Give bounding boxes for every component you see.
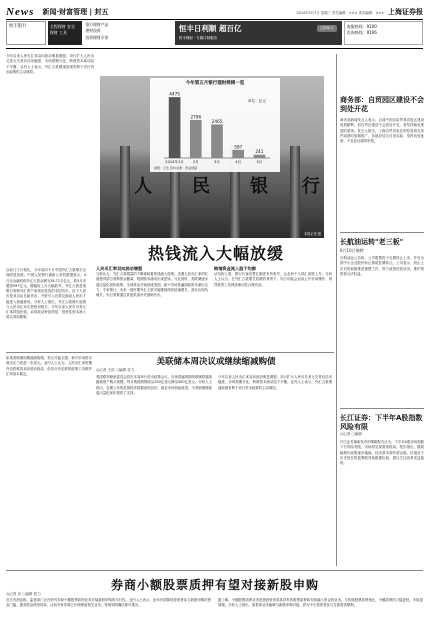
- hotline-line: 咨询热线：9106: [346, 30, 377, 36]
- masthead: [6, 6, 423, 18]
- bottom-divider: [6, 570, 423, 571]
- left-text-block: 今年以来人民币汇率双向波动明显增强，央行扩大人民币兑美元交易价浮动幅度，市场预期分化，跨境资本流动趋于平衡。业内人士表示，外汇占款增速放缓有利于央行货币政策的主动调控。: [6, 54, 94, 74]
- chart-bar: [211, 124, 223, 158]
- main-text-col1: 以前几个月相比，今年前四个月中国外汇占款增长出现明显放缓。中国人民银行最新公布的数据显示，4月末金融机构外汇占款余额为28.71万亿元，较3月末增加597亿元，增幅较上月大幅收窄。外汇占款是指银行收购外汇资产而相应投放的本国货币，由于人民币是非自由兑换货币，外资引入后需兑换成人民币才能进入流通使用。分析人士指出，外汇占款增长放缓与人民币汇率走势密切相关，今年以来人民币对美元汇率持续贬值，双向波动特征明显，投机性资本流入势头得到遏制。: [6, 268, 86, 320]
- chart-data-label: 4475: [169, 91, 180, 97]
- photo-credit: 本报记者 摄: [304, 232, 321, 236]
- ad-rule: [6, 48, 423, 49]
- bottom-headline: 券商小额股票质押有望对接新股申购: [110, 578, 319, 592]
- bottom-author: ◎记者 吴 ○编辑 张力: [6, 592, 41, 596]
- chart-unit: 单位：亿元: [248, 99, 266, 103]
- photo-char: 银: [250, 176, 268, 196]
- photo-char: 民: [192, 176, 210, 196]
- masthead-rule: [6, 19, 423, 20]
- main-subhead-1: 人民币汇率双向波动增强: [96, 266, 143, 271]
- side-text-2: 长航油运公告称，公司股票将于近期终止上市，并在全国中小企业股份转让系统挂牌转让。公司表示，终止上市后将积极推进重整工作，努力改善经营状况，维护投资者合法权益。: [340, 256, 424, 276]
- section-divider: [6, 352, 334, 353]
- side-text-1: 商务部新闻发言人表示，目前中国自由贸易试验区建设进展顺利，但自贸区建设不会到处开花，将坚持稳妥推进的原则。发言人指出，上海自贸试验区的经验将在条件成熟时复制推广，各地应结合自身实际，发挥比较优势，不宜盲目跟风申报。: [340, 118, 424, 144]
- chart-data-label: 2465: [211, 118, 223, 124]
- photo-column: [290, 146, 300, 238]
- main-subhead-2: 跨境资金流入趋于均衡: [214, 266, 256, 271]
- chart-tick-label: 4月: [235, 160, 242, 164]
- ad-logo-text: 恒丰银行: [9, 24, 27, 29]
- ad-list: [84, 21, 173, 45]
- chart-tick-label: 3月: [214, 160, 220, 164]
- photo-column: [120, 146, 130, 238]
- mid-author: ◎记者 王浩 ○编辑 张力: [96, 368, 135, 372]
- main-text-col3: 从结构上看，银行代客结售汇顺差有所收窄，企业和个人持汇意愿上升。分析人士认为，在外汇占款增长放缓的背景下，央行可能会运用公开市场操作、再贷款等工具保持流动性合理充裕。: [214, 272, 332, 287]
- mid-text-col1: 美国联邦储备委员会将在本周举行货币政策会议，市场普遍预期美联储将继续缩减资产购买规模，每月购债规模或从550亿美元降至450亿美元。分析人士指出，近期公布的美国经济数据表现良好，就业市场持续改善，为美联储继续退出量化宽松提供了支持。: [96, 375, 212, 395]
- side-label-2: 6月10日摘牌: [340, 248, 364, 253]
- chart-bar: [169, 97, 181, 158]
- chart-bar: [254, 155, 266, 158]
- ad-banner[interactable]: [175, 21, 342, 45]
- ad-hotline: [344, 21, 423, 45]
- ad-banner-title: 恒丰日利顺 超百亿: [178, 24, 242, 33]
- mid-headline: 美联储本周决议或继续缩减购债: [156, 357, 276, 367]
- side-headline-2: 长航油运转"老三板": [340, 238, 404, 246]
- chart-data-label: 241: [255, 149, 264, 155]
- side-author-3: ◎记者 ○编辑: [340, 432, 362, 436]
- ad-list-item: 银行理财产品: [85, 22, 109, 27]
- bar-chart: [150, 78, 280, 172]
- photo-char: 行: [302, 176, 320, 196]
- side-divider: [340, 408, 424, 409]
- paper-name: 上海证券报: [388, 8, 423, 16]
- ad-list-item: 投资理财专家: [85, 34, 109, 40]
- side-headline-1: 商务部：自贸园区建设不会到处开花: [340, 96, 424, 113]
- ad-dark-text: 全程理财 安全 理财 工具: [49, 24, 76, 35]
- chart-title: 今年第五月银行理财规模一览: [185, 81, 245, 86]
- ad-logo: [6, 21, 46, 45]
- ad-banner-button[interactable]: 立即参与: [317, 25, 337, 32]
- brand-en: News: [6, 6, 35, 18]
- issue-info: 2014年5月7日 星期三 责任编辑：××× 美术编辑：×××: [296, 10, 384, 15]
- ad-list-item: 理财投资: [85, 28, 101, 34]
- mid-text-col2: 今年以来人民币汇率双向波动明显增强，央行扩大人民币兑美元交易价浮动幅度，市场预期分化，跨境资本流动趋于平衡。业内人士表示，外汇占款增速放缓有利于央行货币政策的主动调控。: [218, 375, 332, 390]
- side-headline-3: 长江证券：下半年A股指数风险有限: [340, 414, 423, 431]
- photo-char: 人: [134, 176, 152, 196]
- main-text-col2: 分析认为，外汇占款增量的下降意味着热钱流入放缓。近期人民币汇率的贬值使得部分套利资金撤离，短期资本流动出现逆转。与此同时，美联储逐步退出量化宽松政策，全球资金开始回流美国，新兴市场普遍面临资本流出压力。专家预计，未来一段时期外汇占款可能继续保持低速增长，甚至出现负增长，央行需要通过其他渠道补充基础货币。: [96, 272, 208, 298]
- chart-bar: [232, 150, 244, 158]
- section-title: 新闻·财富管理 | 封五: [42, 8, 109, 16]
- left-lower-text: 如果美联储如期缩减购债，美元可能走强，新兴市场资本流出压力将进一步加大。业内人士认为，人民币汇率短期内仍将维持双向波动格局，但央行有足够的政策工具维护汇率基本稳定。: [6, 356, 92, 376]
- main-headline: 热钱流入大幅放缓: [147, 244, 284, 263]
- chart-bar: [190, 120, 202, 158]
- ad-banner-sub: 恒丰理财 · 专属订制服务: [178, 36, 218, 40]
- chart-source: 制图：王浩 资料来源：普益财富: [154, 166, 197, 170]
- chart-tick-label: 2月: [192, 160, 199, 164]
- chart-data-label: 597: [234, 144, 243, 150]
- chart-svg: [150, 78, 280, 172]
- side-text-3: 长江证券最新发布的策略报告认为，下半年A股市场指数下行风险有限，市场将呈现震荡格局。报告指出，随着稳增长政策逐步落地，经济基本面有望企稳，估值处于历史低位的蓝筹股具备配置价值，建议关注改革受益板块。: [340, 440, 424, 466]
- bottom-text-col2: 据了解，小额股票质押业务是指投资者将其持有的股票质押给券商融入资金的业务。与传统股票质押相比，小额质押的门槛更低，手续更简便。分析人士指出，如果该业务能够与新股申购对接，将为中小投资者参与打新提供便利。: [218, 598, 423, 608]
- chart-tick-label: 2014年1月: [165, 160, 184, 164]
- side-vertical-rule: [336, 54, 337, 566]
- ad-dark-block: [48, 21, 82, 45]
- hotline-line: 客服热线：9100: [346, 24, 377, 29]
- chart-data-label: 2796: [190, 114, 202, 120]
- bottom-text-col1: 近日有消息称，监管部门正在研究券商小额股票质押业务对接新股申购的可行性。业内人士表示，此举有望降低投资者参与新股申购的资金门槛，提高资金使用效率。目前多家券商已开始筹备相关业务，待规则明确后即可推出。: [6, 598, 211, 608]
- side-divider: [340, 232, 424, 233]
- ad-strip: [6, 21, 423, 45]
- chart-tick-label: 5月: [256, 160, 263, 164]
